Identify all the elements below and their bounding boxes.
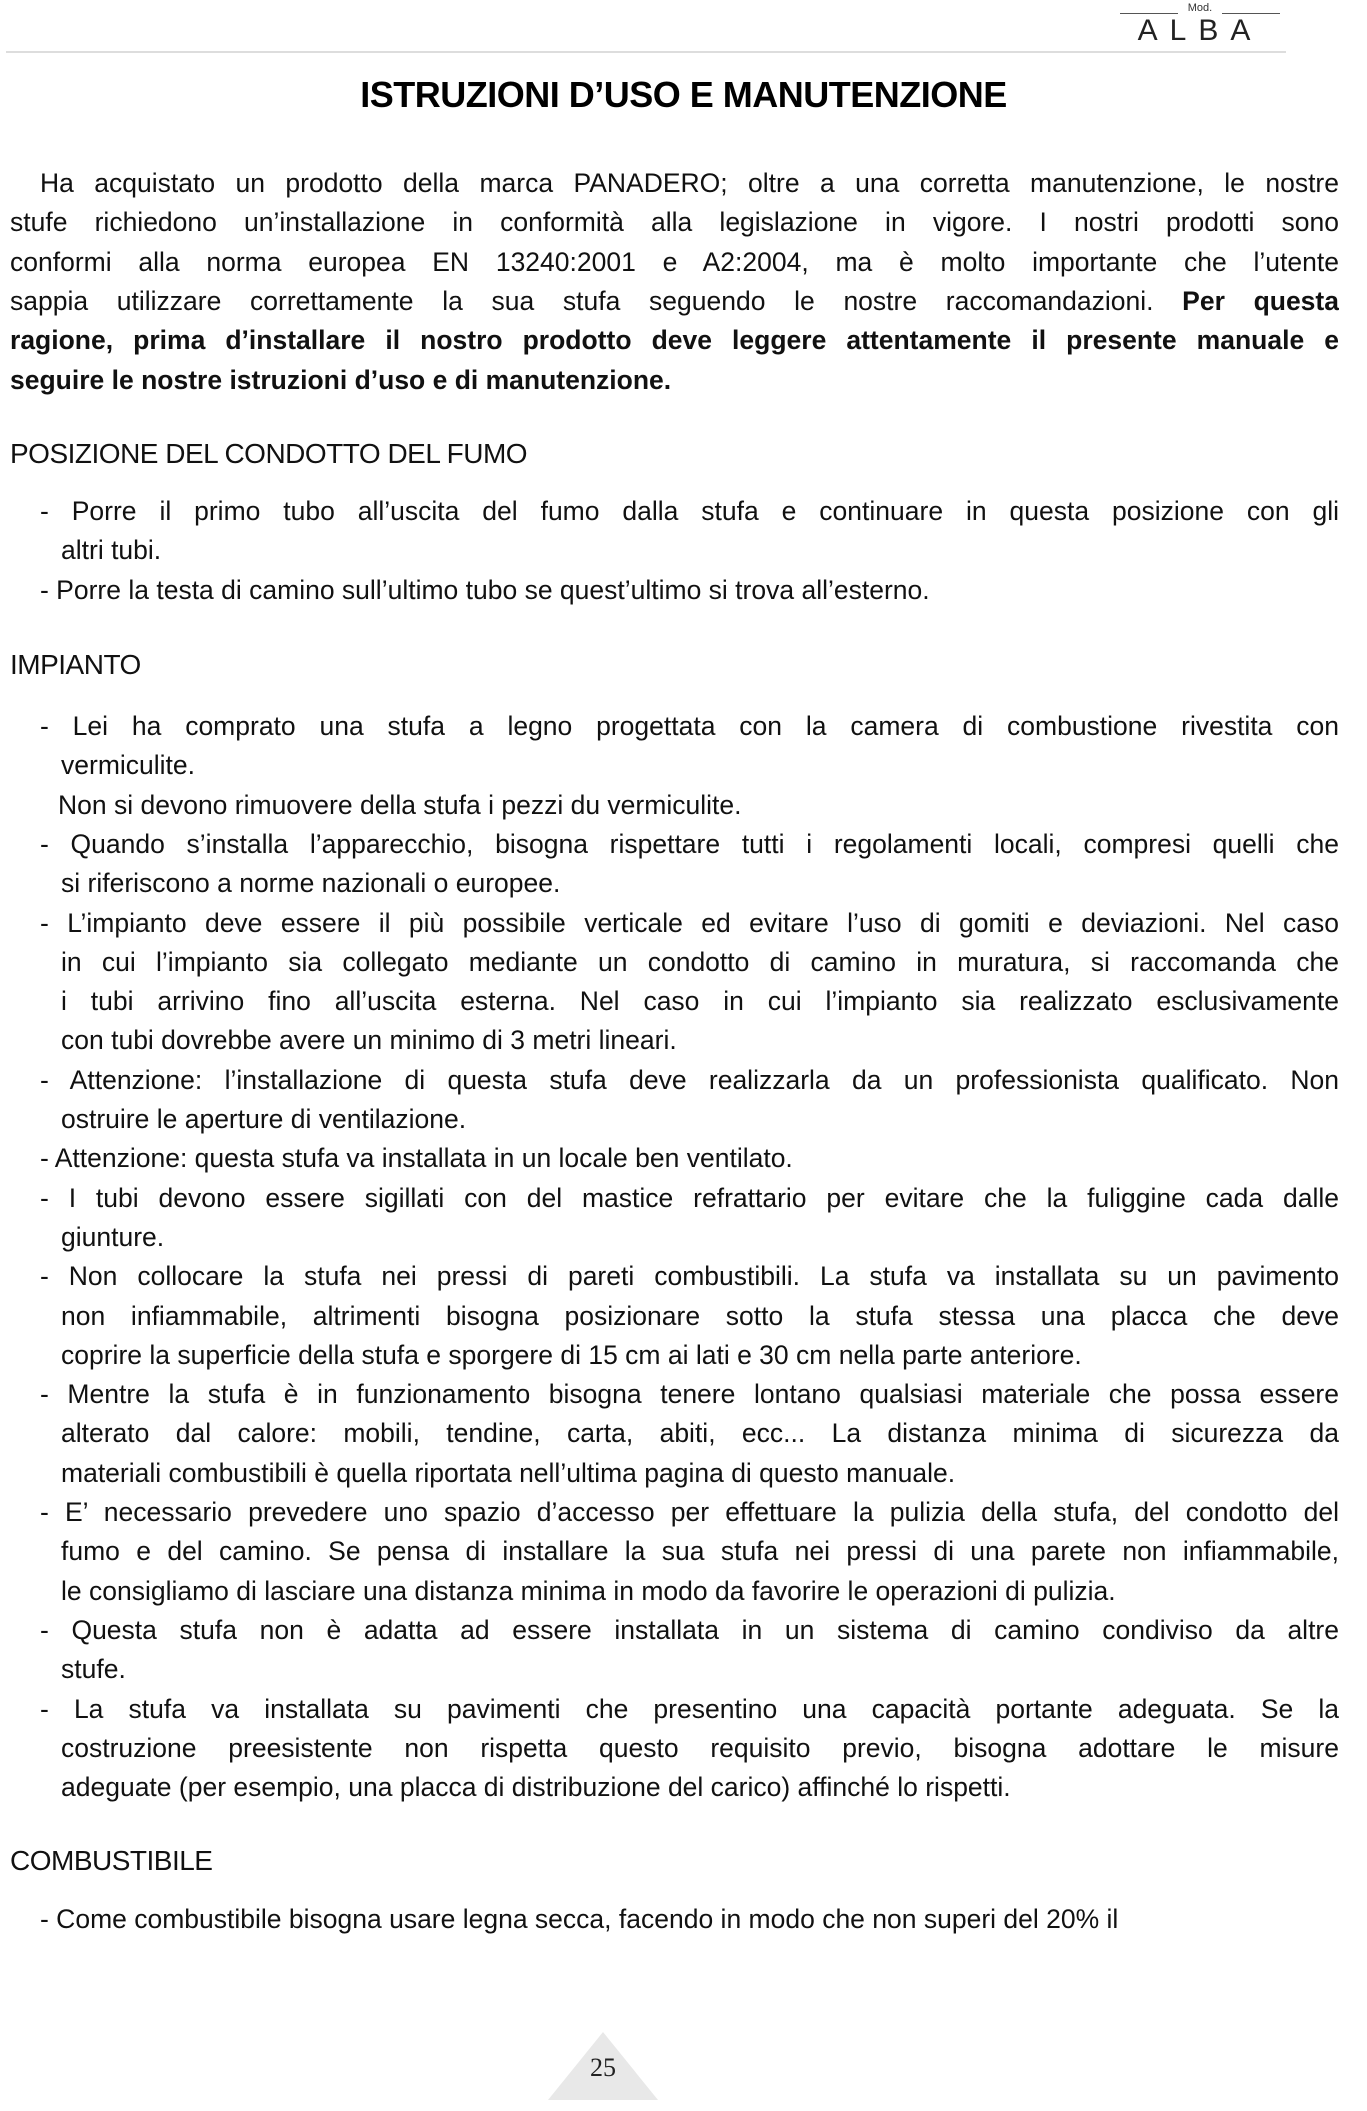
list-item-line: - Lei ha comprato una stufa a legno progettata con la camera di combustione rivestita con <box>40 711 1339 741</box>
section-heading: IMPIANTO <box>10 649 141 680</box>
list-item-line: adeguate (per esempio, una placca di distribuzione del carico) affinché lo rispetti. <box>61 1772 1011 1803</box>
list-item-line: - L’impianto deve essere il più possibile verticale ed evitare l’uso di gomiti e deviazioni. Nel caso <box>40 907 1339 938</box>
intro-text: sappia utilizzare correttamente la sua stufa seguendo le nostre raccomandazioni. <box>10 285 1183 316</box>
list-item-line: coprire la superficie della stufa e sporgere di 15 cm ai lati e 30 cm nella parte anteriore. <box>61 1339 1082 1370</box>
list-item-line: stufe. <box>61 1654 126 1685</box>
list-item-line: con tubi dovrebbe avere un minimo di 3 metri lineari. <box>61 1025 677 1056</box>
intro-line: Ha acquistato un prodotto della marca PANADERO; oltre a una corretta manutenzione, le nostre <box>40 168 1339 198</box>
list-item-line: i tubi arrivino fino all’uscita esterna. Nel caso in cui l’impianto sia realizzato esclusivamente <box>61 986 1339 1017</box>
list-item-line: - Non collocare la stufa nei pressi di pareti combustibili. La stufa va installata su un pavimento <box>40 1261 1339 1292</box>
model-label: Mod. <box>1120 2 1280 14</box>
intro-line <box>10 282 1339 321</box>
intro-line: conformi alla norma europea EN 13240:2001 e A2:2004, ma è molto importante che l’utente <box>10 246 1339 277</box>
list-item-line: fumo e del camino. Se pensa di installare la sua stufa nei pressi di una parete non infiammabile, <box>61 1536 1339 1567</box>
intro-line: stufe richiedono un’installazione in conformità alla legislazione in vigore. I nostri prodotti sono <box>10 207 1339 238</box>
list-item-line: Non si devono rimuovere della stufa i pezzi du vermiculite. <box>58 789 742 820</box>
list-item-line: non infiammabile, altrimenti bisogna posizionare sotto la stufa stessa una placca che deve <box>61 1300 1339 1331</box>
list-item-line: - Questa stufa non è adatta ad essere installata in un sistema di camino condiviso da altre <box>40 1614 1339 1645</box>
section-heading: COMBUSTIBILE <box>10 1845 213 1876</box>
list-item-line: costruzione preesistente non rispetta questo requisito previo, bisogna adottare le misure <box>61 1732 1339 1763</box>
list-item-line: - Porre la testa di camino sull’ultimo tubo se quest’ultimo si trova all’esterno. <box>40 574 930 605</box>
list-item-line: altri tubi. <box>61 535 162 566</box>
list-item-line: - Porre il primo tubo all’uscita del fumo dalla stufa e continuare in questa posizione con gli <box>40 496 1339 526</box>
list-item-line: in cui l’impianto sia collegato mediante un condotto di camino in muratura, si raccomanda che <box>61 946 1339 977</box>
intro-bold-line: ragione, prima d’installare il nostro prodotto deve leggere attentamente il presente manuale e <box>10 325 1339 356</box>
list-item-line: si riferiscono a norme nazionali o europee. <box>61 868 561 899</box>
list-item-line: - Quando s’installa l’apparecchio, bisogna rispettare tutti i regolamenti locali, compresi quelli che <box>40 828 1339 859</box>
list-item-line: - Mentre la stufa è in funzionamento bisogna tenere lontano qualsiasi materiale che possa essere <box>40 1379 1339 1410</box>
list-item-line: materiali combustibili è quella riportata nell’ultima pagina di questo manuale. <box>61 1457 956 1488</box>
list-item-line: ostruire le aperture di ventilazione. <box>61 1104 467 1134</box>
page-number: 25 <box>590 2053 616 2082</box>
model-logo: ALBA <box>1137 14 1263 47</box>
list-item-line: alterato dal calore: mobili, tendine, carta, abiti, ecc... La distanza minima di sicurezza da <box>61 1418 1339 1449</box>
page-title: ISTRUZIONI D’USO E MANUTENZIONE <box>360 74 1007 115</box>
intro-bold-text: Per questa <box>1182 285 1339 316</box>
list-item-line: - I tubi devono essere sigillati con del mastice refrattario per evitare che la fuliggine cada dalle <box>40 1182 1339 1213</box>
list-item-line: le consigliamo di lasciare una distanza minima in modo da favorire le operazioni di pulizia. <box>61 1575 1116 1606</box>
section-heading: POSIZIONE DEL CONDOTTO DEL FUMO <box>10 438 528 469</box>
list-item-line: vermiculite. <box>61 750 196 781</box>
header-rule <box>6 51 1286 53</box>
list-item-line: giunture. <box>61 1221 165 1252</box>
list-item-line: - E’ necessario prevedere uno spazio d’accesso per effettuare la pulizia della stufa, del condotto del <box>40 1497 1339 1527</box>
list-item-line: - Attenzione: l’installazione di questa stufa deve realizzarla da un professionista qualificato. Non <box>40 1064 1339 1095</box>
list-item-line: - La stufa va installata su pavimenti che presentino una capacità portante adeguata. Se la <box>40 1693 1339 1724</box>
list-item-line: - Attenzione: questa stufa va installata in un locale ben ventilato. <box>40 1143 793 1174</box>
list-item-line: - Come combustibile bisogna usare legna secca, facendo in modo che non superi del 20% il <box>40 1904 1119 1934</box>
intro-bold-line: seguire le nostre istruzioni d’uso e di manutenzione. <box>10 364 672 395</box>
